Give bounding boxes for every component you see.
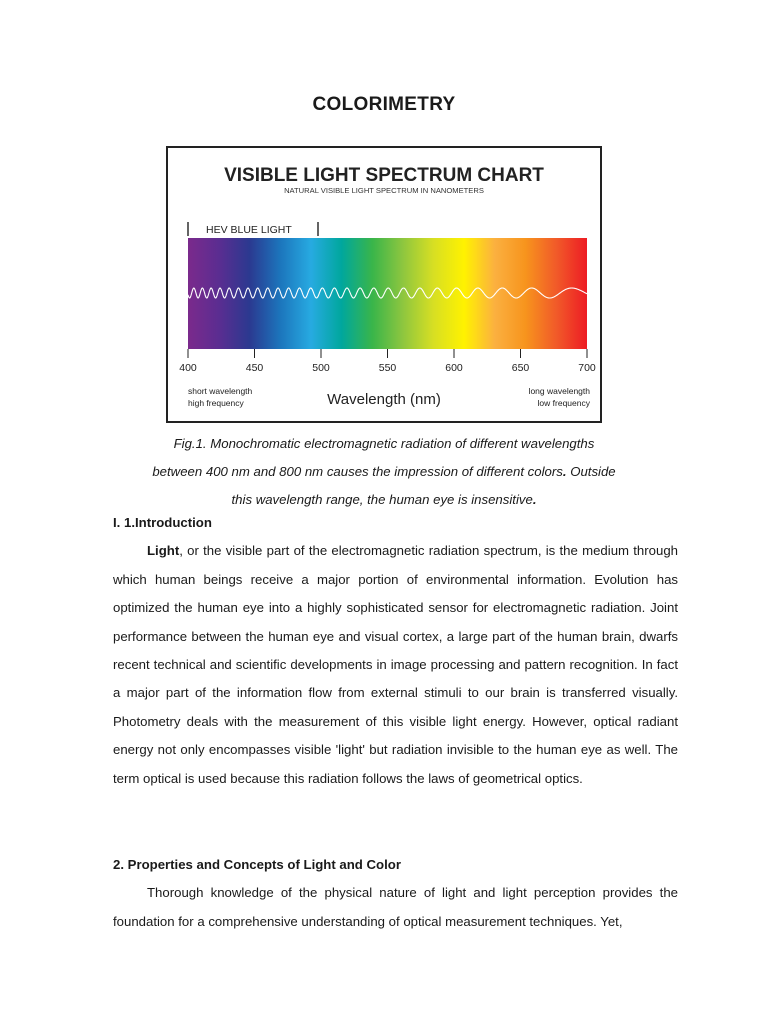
- intro-section: [113, 509, 678, 793]
- caption-line-3-dot: .: [532, 492, 537, 507]
- axis-tick-label: 650: [511, 362, 530, 374]
- caption-line-2: [110, 458, 658, 486]
- intro-paragraph: [113, 537, 678, 793]
- axis-ticks: [179, 349, 596, 374]
- axis-tick-label: 550: [378, 362, 397, 374]
- spectrum-chart: [168, 148, 600, 421]
- intro-body: , or the visible part of the electromagnetic radiation spectrum, is the medium through which human beings receive a major portion of environmental information. Evolution has optimized the human eye into a highly sophisticated sensor for electromagnetic radiation. Joint performance between the human eye and visual cortex, a large part of the human brain, dwarfs recent technical and scientific developments in image processing and pattern recognition. In fact a major part of the information flow from external stimuli to our brain is transferred visually. Photometry deals with the measurement of this visible light energy. However, optical radiant energy not only encompasses visible 'light' but radiation invisible to the human eye as well. The term optical is used because this radiation follows the laws of geometrical optics.: [113, 543, 678, 786]
- spectrum-figure: [166, 146, 602, 423]
- caption-line-2-text: between 400 nm and 800 nm causes the impression of different colors: [152, 464, 563, 479]
- hev-label: HEV BLUE LIGHT: [206, 224, 292, 236]
- spectrum-band: [188, 238, 587, 349]
- caption-line-2-tail: Outside: [566, 464, 616, 479]
- left-note-line2: high frequency: [188, 398, 244, 408]
- section-2: [113, 851, 678, 936]
- caption-line-3-text: this wavelength range, the human eye is insensitive: [231, 492, 533, 507]
- chart-title: VISIBLE LIGHT SPECTRUM CHART: [224, 165, 544, 186]
- axis-tick-label: 450: [245, 362, 264, 374]
- figure-caption: [110, 430, 658, 514]
- left-note-line1: short wavelength: [188, 386, 253, 396]
- section-2-paragraph: Thorough knowledge of the physical nature of light and light perception provides the foundation for a comprehensive understanding of optical measurement techniques. Yet,: [113, 885, 678, 929]
- intro-heading: I. 1.Introduction: [113, 515, 212, 530]
- axis-tick-label: 400: [179, 362, 197, 374]
- axis-tick-label: 600: [445, 362, 463, 374]
- axis-label: Wavelength (nm): [327, 391, 441, 408]
- chart-subtitle: NATURAL VISIBLE LIGHT SPECTRUM IN NANOMETERS: [284, 186, 484, 195]
- right-note-line1: long wavelength: [528, 386, 590, 396]
- caption-line-2-dot: .: [562, 464, 567, 479]
- intro-lead-word: Light: [147, 543, 180, 559]
- section-2-heading: 2. Properties and Concepts of Light and Color: [113, 857, 401, 872]
- right-note-line2: low frequency: [537, 398, 590, 408]
- axis-tick-label: 500: [312, 362, 330, 374]
- axis-tick-label: 700: [578, 362, 596, 374]
- caption-line-1: Fig.1. Monochromatic electromagnetic radiation of different wavelengths: [173, 436, 595, 451]
- page-title: COLORIMETRY: [312, 94, 456, 115]
